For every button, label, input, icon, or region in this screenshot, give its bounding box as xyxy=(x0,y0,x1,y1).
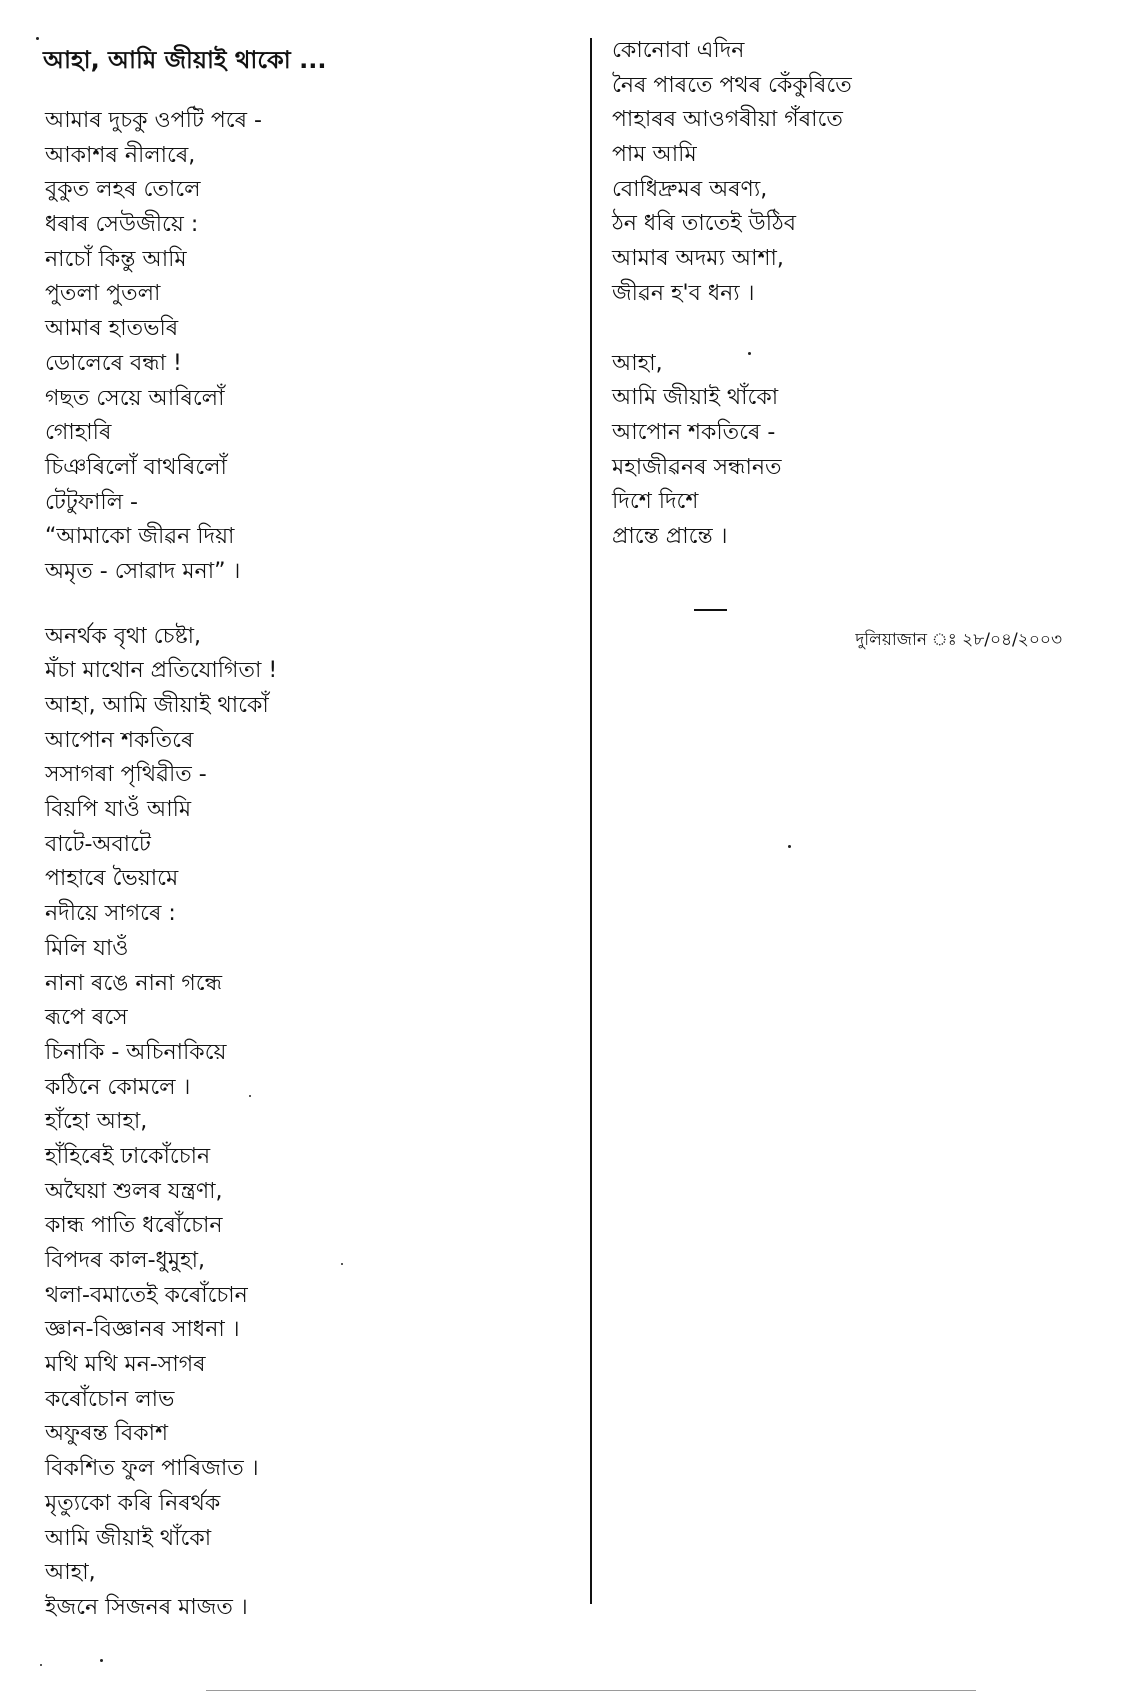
poem-line: বুকুত লহৰ তোলে xyxy=(45,177,201,203)
scan-speck xyxy=(249,1095,251,1097)
poem-line: ঠন ধৰি তাতেই উঠিব xyxy=(612,211,796,237)
poem-line: ইজনে সিজনৰ মাজত । xyxy=(45,1594,248,1620)
poem-line: হাঁহো আহা, xyxy=(45,1109,148,1135)
poem-line: কোনোবা এদিন xyxy=(612,38,745,63)
left-column xyxy=(45,104,575,1626)
poem-line: ধৰাৰ সেউজীয়ে : xyxy=(45,212,199,238)
poem-line: আমাৰ দুচকু ওপটি পৰে - xyxy=(45,108,262,133)
poem-line: মহাজীৱনৰ সন্ধানত xyxy=(612,454,782,480)
poem-line: আকাশৰ নীলাৰে, xyxy=(45,142,196,168)
poem-line: টেটুফালি - xyxy=(45,489,138,515)
poem-line: পাহাৰৰ আওগৰীয়া গঁৰাতে xyxy=(612,107,843,133)
stanza xyxy=(612,34,1112,312)
poem-line: আমাৰ অদম্য আশা, xyxy=(612,246,784,272)
poem-line: “আমাকো জীৱন দিয়া xyxy=(45,524,235,550)
poem-line: কৰোঁচোন লাভ xyxy=(45,1386,175,1412)
poem-line: জ্ঞান-বিজ্ঞানৰ সাধনা । xyxy=(45,1317,240,1343)
poem-line: মৃত্যুকো কৰি নিৰৰ্থক xyxy=(45,1490,221,1516)
poem-line: মিলি যাওঁ xyxy=(45,935,129,961)
scan-speck xyxy=(788,845,791,848)
poem-line: মঁচা মাথোন প্ৰতিযোগিতা ! xyxy=(45,658,278,684)
poem-line: বিকশিত ফুল পাৰিজাত । xyxy=(45,1456,259,1482)
scan-speck xyxy=(40,1664,42,1666)
poem-line: আপোন শকতিৰে xyxy=(45,727,194,753)
poem-line: চিনাকি - অচিনাকিয়ে xyxy=(45,1039,227,1065)
scan-speck xyxy=(36,37,39,40)
bottom-rule xyxy=(206,1690,976,1691)
poem-line: আহা, আমি জীয়াই থাকোঁ xyxy=(45,693,269,718)
poem-line: থলা-বমাতেই কৰোঁচোন xyxy=(45,1282,248,1308)
poem-line: পুতলা পুতলা xyxy=(45,281,161,307)
poem-line: সসাগৰা পৃথিৱীত - xyxy=(45,762,207,788)
poem-line: আমি জীয়াই থাঁকো xyxy=(612,385,779,411)
poem-line: অফুৰন্ত বিকাশ xyxy=(45,1421,169,1447)
poem-line: নানা ৰঙে নানা গন্ধে xyxy=(45,970,223,996)
poem-line: চিঞৰিলোঁ বাথৰিলোঁ xyxy=(45,454,227,480)
poem-line: নাচোঁ কিন্তু আমি xyxy=(45,246,187,272)
poem-line: জীৱন হ'ব ধন্য । xyxy=(612,280,755,306)
poem-line: বিপদৰ কাল-ধুমুহা, xyxy=(45,1248,205,1273)
poem-line: কঠিনে কোমলে । xyxy=(45,1074,191,1100)
poem-line: হাঁহিৰেই ঢাকোঁচোন xyxy=(45,1143,211,1169)
place-date: দুলিয়াজান ঃ ২৮/০৪/২০০৩ xyxy=(855,630,1062,650)
stanza xyxy=(45,620,575,1626)
poem-line: অঘৈয়া শুলৰ যন্ত্ৰণা, xyxy=(45,1178,223,1204)
poem-line: ডোলেৰে বন্ধা ! xyxy=(45,350,182,376)
poem-line: কান্ধ পাতি ধৰোঁচোন xyxy=(45,1213,223,1239)
scan-speck xyxy=(341,1263,343,1265)
poem-line: ৰূপে ৰসে xyxy=(45,1005,128,1031)
poem-line: বোধিদ্ৰুমৰ অৰণ্য, xyxy=(612,176,768,202)
stanza xyxy=(612,347,1112,555)
poem-line: নৈৰ পাৰতে পথৰ কেঁকুৰিতে xyxy=(612,72,852,98)
column-divider xyxy=(590,38,592,1604)
poem-line: দিশে দিশে xyxy=(612,489,699,515)
stanza xyxy=(45,104,575,590)
scan-speck xyxy=(100,1659,103,1662)
poem-line: পাহাৰে ভৈয়ামে xyxy=(45,866,179,892)
poem-line: আহা, xyxy=(45,1560,96,1586)
poem-title: আহা, আমি জীয়াই থাকো ... xyxy=(43,46,327,74)
poem-line: আমি জীয়াই থাঁকো xyxy=(45,1525,212,1551)
poem-line: পাম আমি xyxy=(612,142,697,168)
poem-line: আহা, xyxy=(612,350,663,376)
poem-line: আপোন শকতিৰে - xyxy=(612,419,776,445)
right-column xyxy=(612,34,1112,555)
poem-line: বিয়পি যাওঁ আমি xyxy=(45,797,192,823)
poem-line: প্ৰান্তে প্ৰান্তে । xyxy=(612,523,728,549)
poem-line: গছত সেয়ে আৰিলোঁ xyxy=(45,385,225,411)
poem-line: আমাৰ হাতভৰি xyxy=(45,316,179,342)
poem-line: বাটে-অবাটে xyxy=(45,831,151,857)
scan-speck xyxy=(748,352,751,355)
end-dash xyxy=(694,609,727,611)
poem-line: নদীয়ে সাগৰে : xyxy=(45,901,176,927)
poem-line: অমৃত - সোৱাদ মনা” । xyxy=(45,558,241,584)
poem-line: মথি মথি মন-সাগৰ xyxy=(45,1352,206,1378)
poem-line: গোহাৰি xyxy=(45,420,112,446)
poem-line: অনৰ্থক বৃথা চেষ্টা, xyxy=(45,623,202,649)
